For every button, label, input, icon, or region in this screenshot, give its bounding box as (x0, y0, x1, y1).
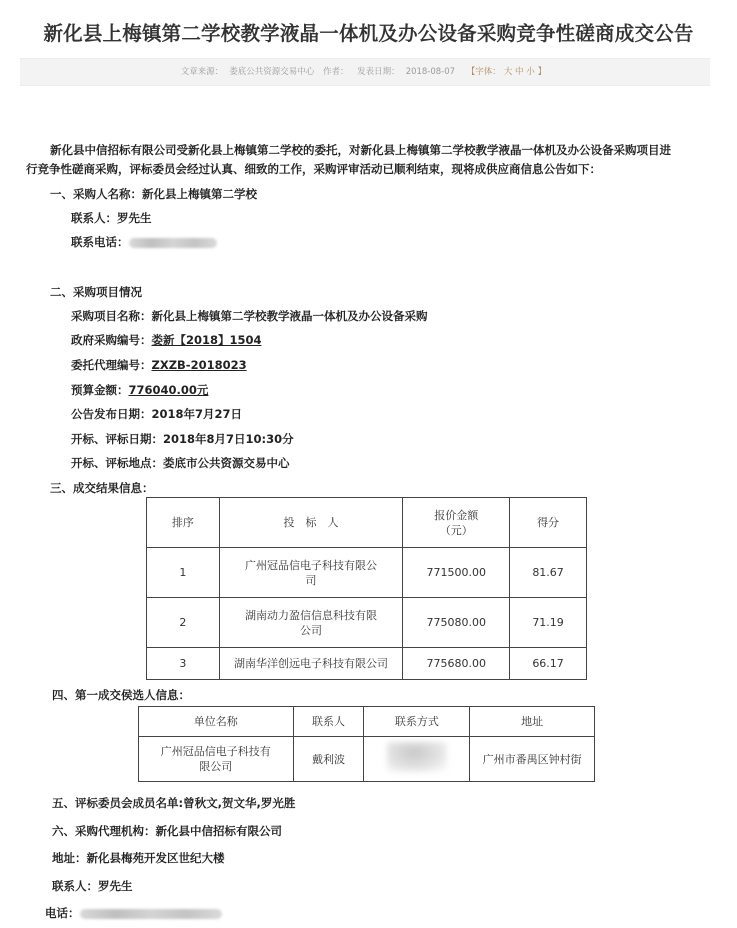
row-score: 81.67 (510, 548, 587, 598)
section-3-heading: 三、成交结果信息： (50, 481, 154, 495)
table-row (147, 648, 587, 680)
candidate-method (364, 737, 470, 782)
candidate-address: 广州市番禺区钟村街 (470, 737, 595, 782)
row-bidder (219, 548, 402, 598)
agency-address: 地址：新化县梅苑开发区世纪大楼 (52, 851, 225, 865)
date-label: 发表日期： (357, 67, 400, 77)
row-price: 775080.00 (403, 598, 510, 648)
table-row (139, 737, 595, 782)
row-price: 771500.00 (403, 548, 510, 598)
section-1-heading: 一、采购人名称：新化县上梅镇第二学校 (50, 187, 257, 201)
agency-phone (45, 906, 222, 921)
agent-no-label: 委托代理编号： (71, 358, 152, 372)
row-score: 71.19 (510, 598, 587, 648)
candidate-table (138, 706, 595, 782)
agent-no (71, 358, 247, 373)
row-score: 66.17 (510, 648, 587, 680)
section-2-heading: 二、采购项目情况 (50, 285, 142, 299)
row-rank: 1 (147, 548, 220, 598)
header-price-line2: （元） (439, 523, 473, 537)
gov-procurement-no (71, 333, 262, 348)
font-large-link[interactable]: 大 (503, 67, 513, 77)
header-bidder: 投 标 人 (219, 498, 402, 548)
row-price: 775680.00 (403, 648, 510, 680)
header-price-line1: 报价金额 (434, 508, 479, 522)
agency-phone-label: 电话： (45, 906, 80, 920)
font-size-label: 【字体： (466, 67, 501, 77)
page-title: 新化县上梅镇第二学校教学液晶一体机及办公设备采购竞争性磋商成交公告 (43, 22, 694, 45)
budget-label: 预算金额： (71, 383, 129, 397)
opening-date: 开标、评标日期：2018年8月7日10:30分 (71, 432, 294, 446)
header-unit: 单位名称 (139, 707, 294, 737)
table-row (147, 548, 587, 598)
budget-value: 776040.00元 (128, 383, 209, 397)
purchaser-phone (71, 235, 217, 250)
candidate-header-row (139, 707, 595, 737)
results-header-row (147, 498, 587, 548)
bidder-line2: 公司 (300, 623, 323, 637)
candidate-contact: 戴利波 (293, 737, 364, 782)
budget-amount (71, 383, 208, 398)
redacted-phone (80, 909, 222, 919)
agent-no-value: ZXZB-2018023 (151, 358, 247, 372)
header-rank: 排序 (147, 498, 220, 548)
gov-procurement-label: 政府采购编号： (71, 333, 152, 347)
source-label: 文章来源： (180, 67, 224, 77)
font-small-link[interactable]: 小 (526, 67, 535, 77)
header-method: 联系方式 (364, 707, 470, 737)
redacted-phone (129, 238, 217, 248)
section-6-agency: 六、采购代理机构：新化县中信招标有限公司 (52, 824, 282, 838)
font-size-close: 】 (537, 67, 547, 77)
author-label: 作者： (322, 67, 349, 77)
candidate-unit (139, 737, 294, 782)
redacted-contact-method (387, 742, 447, 772)
article-meta-bar (20, 58, 710, 86)
opening-place: 开标、评标地点：娄底市公共资源交易中心 (71, 456, 290, 470)
header-score: 得分 (510, 498, 587, 548)
header-contact: 联系人 (293, 707, 364, 737)
bidder-line2: 司 (305, 573, 317, 587)
source-value: 娄底公共资源交易中心 (229, 67, 315, 77)
agency-contact: 联系人：罗先生 (52, 879, 133, 893)
intro-line-1: 新化县中信招标有限公司受新化县上梅镇第二学校的委托，对新化县上梅镇第二学校教学液晶一体机及办公设备采购项目进 (50, 143, 671, 157)
unit-line1: 广州冠品信电子科技有 (160, 745, 271, 758)
bidder-line1: 广州冠品信电子科技有限公 (245, 558, 378, 572)
project-name: 采购项目名称：新化县上梅镇第二学校教学液晶一体机及办公设备采购 (71, 309, 428, 323)
font-size-control (464, 67, 549, 77)
bidder-line1: 湖南动力盈信信息科技有限 (245, 608, 378, 622)
section-5-committee: 五、评标委员会成员名单:曾秋文,贺文华,罗光胜 (52, 796, 296, 810)
publish-date: 公告发布日期：2018年7月27日 (71, 407, 243, 421)
date-value: 2018-08-07 (405, 67, 456, 77)
row-bidder: 湖南华洋创远电子科技有限公司 (219, 648, 402, 680)
results-table (146, 497, 587, 680)
intro-line-2: 行竞争性磋商采购，评标委员会经过认真、细致的工作，采购评审活动已顺利结束，现将成供应商信息公告如下： (26, 162, 601, 176)
gov-procurement-value: 娄新【2018】1504 (151, 333, 262, 347)
font-medium-link[interactable]: 中 (515, 67, 524, 77)
header-price (403, 498, 510, 548)
row-bidder (219, 598, 402, 648)
unit-line2: 限公司 (199, 760, 233, 773)
header-address: 地址 (470, 707, 595, 737)
purchaser-phone-label: 联系电话： (71, 235, 129, 249)
table-row (147, 598, 587, 648)
row-rank: 2 (147, 598, 220, 648)
section-4-heading: 四、第一成交侯选人信息： (52, 688, 190, 702)
purchaser-contact: 联系人：罗先生 (71, 211, 152, 225)
row-rank: 3 (147, 648, 220, 680)
